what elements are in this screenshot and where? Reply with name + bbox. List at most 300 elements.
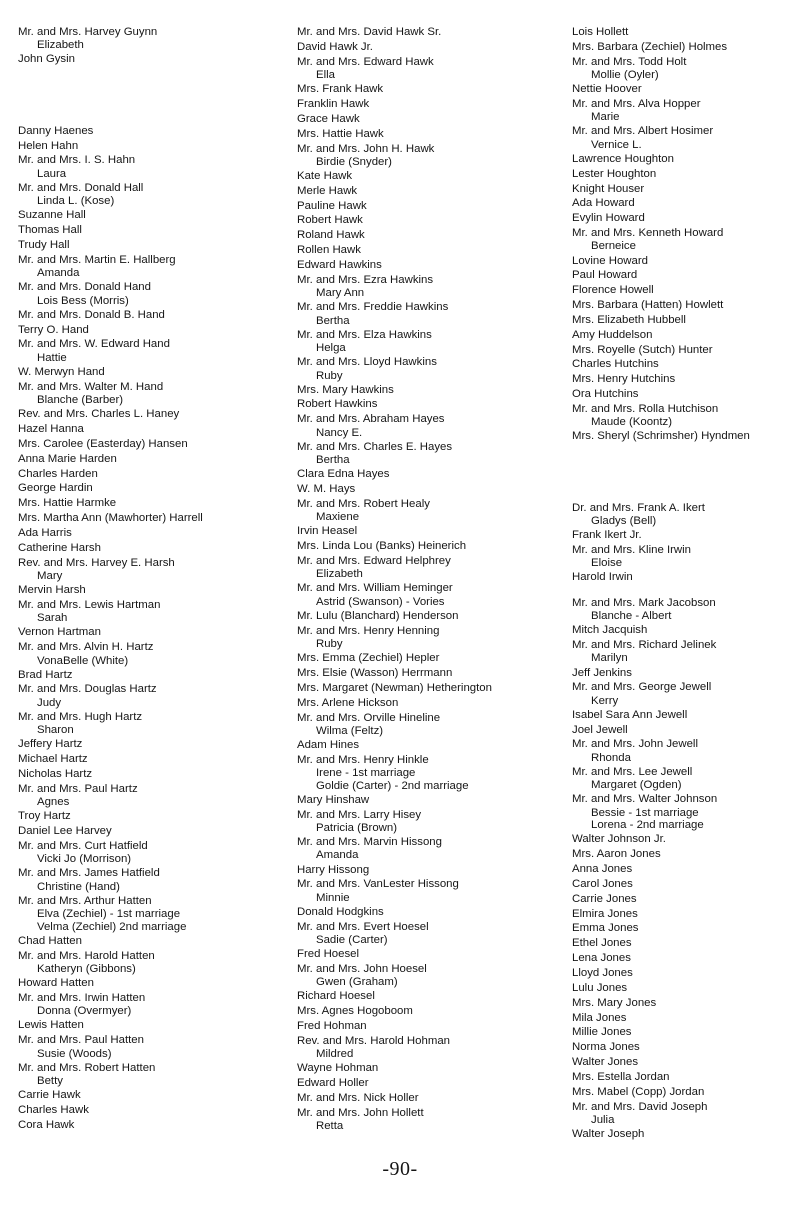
directory-entry xyxy=(18,208,280,222)
entry-family-member: Minnie xyxy=(316,891,350,904)
directory-entry xyxy=(297,467,559,481)
entry-name: Rollen Hawk xyxy=(297,244,361,257)
directory-entry xyxy=(297,808,559,835)
entry-name: Carrie Jones xyxy=(572,892,637,905)
directory-entry xyxy=(18,556,280,583)
entry-family-member: Blanche - Albert xyxy=(591,610,672,623)
entry-name: Lulu Jones xyxy=(572,981,628,994)
entry-name: Mr. and Mrs. Curt Hatfield xyxy=(18,839,148,852)
entry-name: Wayne Hohman xyxy=(297,1062,379,1075)
directory-entry xyxy=(297,863,559,877)
directory-entry xyxy=(297,947,559,961)
entry-name: Chad Hatten xyxy=(18,934,82,947)
directory-entry xyxy=(572,97,800,124)
directory-entry xyxy=(297,55,559,82)
entry-name: Mrs. Mary Hawkins xyxy=(297,383,394,396)
entry-name: Mrs. Estella Jordan xyxy=(572,1070,670,1083)
entry-name: Mr. and Mrs. Larry Hisey xyxy=(297,808,422,821)
entry-name: Mr. and Mrs. Paul Hatten xyxy=(18,1034,144,1047)
entry-name: Rev. and Mrs. Harold Hohman xyxy=(297,1034,450,1047)
directory-entry xyxy=(18,467,280,481)
directory-entry xyxy=(572,596,800,623)
entry-name: Mr. and Mrs. David Joseph xyxy=(572,1100,708,1113)
directory-entry xyxy=(297,1004,559,1018)
entry-family-member: Christine (Hand) xyxy=(37,880,120,893)
directory-entry xyxy=(18,991,280,1018)
entry-family-member: Amanda xyxy=(37,267,80,280)
entry-name: Mr. and Mrs. Charles E. Hayes xyxy=(297,440,453,453)
entry-name: Donald Hodgkins xyxy=(297,905,384,918)
entry-name: Mr. and Mrs. Donald Hand xyxy=(18,281,151,294)
directory-entry xyxy=(572,268,800,282)
directory-entry xyxy=(572,372,800,386)
directory-entry xyxy=(572,737,800,764)
entry-name: Suzanne Hall xyxy=(18,209,86,222)
entry-family-member: Julia xyxy=(591,1113,615,1126)
entry-family-member: Kerry xyxy=(591,694,619,707)
entry-name: Anna Marie Harden xyxy=(18,452,117,465)
entry-name: Mrs. Sheryl (Schrimsher) Hyndmen xyxy=(572,430,750,443)
entry-name: Edward Holler xyxy=(297,1077,369,1090)
directory-entry xyxy=(18,337,280,364)
entry-name: George Hardin xyxy=(18,482,93,495)
entry-name: Anna Jones xyxy=(572,863,633,876)
directory-entry xyxy=(297,328,559,355)
entry-name: Mr. and Mrs. Marvin Hissong xyxy=(297,836,442,849)
directory-entry xyxy=(18,1033,280,1060)
directory-entry xyxy=(572,996,800,1010)
entry-name: Lewis Hatten xyxy=(18,1019,84,1032)
directory-entry xyxy=(18,1018,280,1032)
entry-name: John Gysin xyxy=(18,53,75,66)
entry-name: Mrs. Hattie Harmke xyxy=(18,497,117,510)
directory-entry xyxy=(297,228,559,242)
entry-family-member: Gwen (Graham) xyxy=(316,976,398,989)
page-number: -90- xyxy=(382,1158,418,1180)
entry-name: W. M. Hays xyxy=(297,483,356,495)
entry-name: Howard Hatten xyxy=(18,977,94,990)
directory-entry xyxy=(297,835,559,862)
entry-name: Robert Hawkins xyxy=(297,398,378,411)
entry-family-member: Berneice xyxy=(591,240,636,253)
directory-entry xyxy=(572,1100,800,1127)
directory-entry xyxy=(297,243,559,257)
directory-entry xyxy=(572,832,800,846)
directory-entry xyxy=(572,1040,800,1054)
entry-family-member: Sharon xyxy=(37,724,74,737)
entry-name: Terry O. Hand xyxy=(18,323,89,336)
directory-entry xyxy=(18,839,280,866)
entry-name: Dr. and Mrs. Frank A. Ikert xyxy=(572,501,705,514)
entry-name: Mr. and Mrs. Donald B. Hand xyxy=(18,308,165,321)
directory-entry xyxy=(297,112,559,126)
entry-family-member: Judy xyxy=(37,696,62,709)
entry-name: Charles Hawk xyxy=(18,1104,89,1116)
entry-family-member: Nancy E. xyxy=(316,426,363,439)
directory-entry xyxy=(297,539,559,553)
entry-name: Mrs. Margaret (Newman) Hetherington xyxy=(297,681,492,694)
directory-entry xyxy=(18,1118,280,1132)
entry-name: Mrs. Mary Jones xyxy=(572,996,657,1009)
entry-name: Mr. and Mrs. Elza Hawkins xyxy=(297,328,432,341)
directory-entry xyxy=(572,343,800,357)
entry-name: Grace Hawk xyxy=(297,112,360,125)
directory-entry xyxy=(297,482,559,496)
entry-name: Mr. and Mrs. Richard Jelinek xyxy=(572,639,717,652)
entry-family-member: Astrid (Swanson) - Vories xyxy=(316,595,445,608)
entry-family-member: Ruby xyxy=(316,369,343,382)
directory-entry xyxy=(297,554,559,581)
directory-entry xyxy=(572,877,800,891)
entry-name: Mrs. Frank Hawk xyxy=(297,83,384,96)
entry-name: Rev. and Mrs. Charles L. Haney xyxy=(18,408,180,421)
entry-name: Brad Hartz xyxy=(18,668,73,681)
directory-entry xyxy=(297,440,559,467)
directory-entry xyxy=(18,894,280,934)
entry-family-member: Susie (Woods) xyxy=(37,1047,112,1060)
entry-family-member: Hattie xyxy=(37,351,67,364)
directory-entry xyxy=(18,323,280,337)
directory-entry xyxy=(297,213,559,227)
entry-name: Mr. and Mrs. Ezra Hawkins xyxy=(297,273,434,286)
directory-entry xyxy=(18,541,280,555)
entry-name: Mr. and Mrs. Hugh Hartz xyxy=(18,710,143,723)
entry-family-member: Bertha xyxy=(316,314,350,327)
directory-entry xyxy=(297,651,559,665)
directory-entry xyxy=(572,981,800,995)
entry-name: Mrs. Royelle (Sutch) Hunter xyxy=(572,343,713,356)
entry-name: Joel Jewell xyxy=(572,723,628,736)
directory-entry xyxy=(18,583,280,597)
entry-name: Vernon Hartman xyxy=(18,626,101,639)
directory-entry xyxy=(297,962,559,989)
entry-name: Mr. and Mrs. John Hoesel xyxy=(297,962,427,975)
directory-entry xyxy=(297,412,559,439)
entry-name: Mr. and Mrs. Robert Hatten xyxy=(18,1061,156,1074)
entry-name: Daniel Lee Harvey xyxy=(18,825,112,838)
entry-name: Mr. and Mrs. Kenneth Howard xyxy=(572,227,724,240)
entry-name: Nettie Hoover xyxy=(572,83,642,96)
directory-entry xyxy=(572,55,800,82)
entry-name: Knight Houser xyxy=(572,182,645,195)
entry-name: Mrs. Agnes Hogoboom xyxy=(297,1005,413,1018)
entry-name: Mr. and Mrs. Nick Holler xyxy=(297,1092,419,1105)
directory-entry xyxy=(572,543,800,570)
directory-entry xyxy=(572,936,800,950)
entry-name: Lloyd Jones xyxy=(572,966,633,979)
entry-name: Lovine Howard xyxy=(572,254,648,267)
directory-entry xyxy=(572,211,800,225)
directory-entry xyxy=(297,666,559,680)
directory-entry xyxy=(572,680,800,707)
directory-entry xyxy=(572,1055,800,1069)
directory-entry xyxy=(572,402,800,429)
directory-entry xyxy=(18,625,280,639)
entry-family-member: Wilma (Feltz) xyxy=(316,724,384,737)
entry-name: Mila Jones xyxy=(572,1011,627,1024)
entry-name: Mrs. Barbara (Hatten) Howlett xyxy=(572,299,724,312)
directory-entry xyxy=(572,1085,800,1099)
entry-name: Mr. and Mrs. Orville Hineline xyxy=(297,711,441,724)
entry-name: Carrie Hawk xyxy=(18,1089,81,1102)
entry-name: Clara Edna Hayes xyxy=(297,468,390,481)
directory-entry xyxy=(572,792,800,832)
entry-family-member: Betty xyxy=(37,1075,63,1088)
entry-family-member: Gladys (Bell) xyxy=(591,515,657,528)
directory-entry xyxy=(297,1106,559,1133)
entry-family-member: Goldie (Carter) - 2nd marriage xyxy=(316,779,469,792)
entry-name: Cora Hawk xyxy=(18,1118,75,1131)
directory-entry xyxy=(572,862,800,876)
directory-entry xyxy=(18,365,280,379)
entry-name: Mr. and Mrs. Henry Henning xyxy=(297,624,440,637)
entry-name: Frank Ikert Jr. xyxy=(572,529,642,542)
entry-name: Mr. and Mrs. Walter Johnson xyxy=(572,793,718,806)
entry-name: Mr. and Mrs. David Hawk Sr. xyxy=(297,26,442,38)
directory-entry xyxy=(297,397,559,411)
directory-entry xyxy=(572,921,800,935)
entry-name: Mr. and Mrs. Alva Hopper xyxy=(572,97,701,110)
directory-entry xyxy=(18,640,280,667)
entry-family-member: Lorena - 2nd marriage xyxy=(591,819,704,832)
directory-entry xyxy=(18,1103,280,1117)
entry-name: Mrs. Aaron Jones xyxy=(572,848,661,861)
directory-entry xyxy=(18,737,280,751)
entry-name: Mrs. Arlene Hickson xyxy=(297,696,399,709)
directory-entry xyxy=(18,124,280,138)
entry-name: Merle Hawk xyxy=(297,184,358,197)
entry-family-member: Irene - 1st marriage xyxy=(316,767,416,780)
entry-name: Mr. and Mrs. Mark Jacobson xyxy=(572,596,716,609)
entry-name: Mr. and Mrs. VanLester Hissong xyxy=(297,878,459,891)
directory-entry xyxy=(18,437,280,451)
entry-name: Walter Joseph xyxy=(572,1128,645,1140)
entry-name: Mrs. Mabel (Copp) Jordan xyxy=(572,1085,705,1098)
entry-name: Mr. and Mrs. Edward Helphrey xyxy=(297,554,451,567)
entry-family-member: Marie xyxy=(591,111,620,124)
entry-name: Mrs. Barbara (Zechiel) Holmes xyxy=(572,40,728,53)
directory-entry xyxy=(572,182,800,196)
directory-entry xyxy=(18,380,280,407)
entry-name: Evylin Howard xyxy=(572,212,645,225)
entry-family-member: Rhonda xyxy=(591,751,631,764)
directory-entry xyxy=(572,765,800,792)
entry-name: Mr. and Mrs. Freddie Hawkins xyxy=(297,301,449,314)
entry-name: W. Merwyn Hand xyxy=(18,365,105,378)
directory-entry xyxy=(18,866,280,893)
directory-entry xyxy=(297,711,559,738)
directory-entry xyxy=(297,355,559,382)
directory-entry xyxy=(297,753,559,793)
entry-name: Mrs. Hattie Hawk xyxy=(297,127,384,140)
entry-name: Mr. and Mrs. Walter M. Hand xyxy=(18,380,164,393)
directory-entry xyxy=(18,52,280,66)
directory-entry xyxy=(572,152,800,166)
entry-family-member: Amanda xyxy=(316,849,359,862)
directory-entry xyxy=(572,966,800,980)
directory-entry xyxy=(572,124,800,151)
entry-name: Mervin Harsh xyxy=(18,584,86,597)
directory-entry xyxy=(18,752,280,766)
entry-name: Mr. and Mrs. W. Edward Hand xyxy=(18,338,170,351)
directory-entry xyxy=(297,989,559,1003)
entry-name: Mr. and Mrs. William Heminger xyxy=(297,582,453,595)
entry-name: Danny Haenes xyxy=(18,124,94,137)
directory-entry xyxy=(18,668,280,682)
entry-name: Walter Johnson Jr. xyxy=(572,833,666,846)
entry-name: Ethel Jones xyxy=(572,937,632,950)
directory-entry xyxy=(297,258,559,272)
directory-entry xyxy=(297,905,559,919)
entry-name: Trudy Hall xyxy=(18,239,70,252)
entry-name: Catherine Harsh xyxy=(18,541,101,554)
entry-family-member: Maxiene xyxy=(316,511,360,524)
entry-family-member: Donna (Overmyer) xyxy=(37,1005,132,1018)
entry-name: Mrs. Emma (Zechiel) Hepler xyxy=(297,652,440,665)
entry-name: Mr. and Mrs. Douglas Hartz xyxy=(18,683,157,696)
entry-family-member: Bessie - 1st marriage xyxy=(591,806,699,819)
directory-entry xyxy=(297,97,559,111)
directory-entry xyxy=(572,723,800,737)
entry-name: Mr. and Mrs. Donald Hall xyxy=(18,181,144,194)
directory-entry xyxy=(18,139,280,153)
directory-entry xyxy=(572,666,800,680)
directory-entry xyxy=(297,383,559,397)
directory-entry xyxy=(572,196,800,210)
directory-entry xyxy=(18,1088,280,1102)
directory-entry xyxy=(18,308,280,322)
directory-entry xyxy=(18,511,280,525)
entry-name: Michael Hartz xyxy=(18,753,88,766)
entry-name: Irvin Heasel xyxy=(297,525,358,538)
directory-entry xyxy=(18,949,280,976)
directory-entry xyxy=(297,1076,559,1090)
entry-name: Harold Irwin xyxy=(572,571,633,584)
directory-entry xyxy=(18,407,280,421)
entry-name: Rev. and Mrs. Harvey E. Harsh xyxy=(18,556,175,569)
directory-entry xyxy=(18,496,280,510)
directory-column-2 xyxy=(297,25,559,1133)
entry-name: Mr. and Mrs. John Hollett xyxy=(297,1106,424,1119)
directory-entry xyxy=(297,142,559,169)
directory-entry xyxy=(18,280,280,307)
entry-name: Mr. and Mrs. Lloyd Hawkins xyxy=(297,356,437,369)
directory-entry xyxy=(572,528,800,542)
directory-entry xyxy=(572,167,800,181)
directory-entry xyxy=(297,497,559,524)
entry-family-member: Bertha xyxy=(316,454,350,467)
directory-entry xyxy=(18,767,280,781)
entry-name: Roland Hawk xyxy=(297,229,365,242)
entry-family-member: Ruby xyxy=(316,638,343,651)
entry-name: Norma Jones xyxy=(572,1041,640,1054)
entry-name: Florence Howell xyxy=(572,284,654,297)
entry-family-member: Retta xyxy=(316,1120,344,1133)
directory-entry xyxy=(18,452,280,466)
entry-name: Mr. and Mrs. Harold Hatten xyxy=(18,949,155,962)
entry-name: Lawrence Houghton xyxy=(572,152,674,165)
entry-family-member: Mary xyxy=(37,569,63,582)
directory-entry xyxy=(297,199,559,213)
entry-name: Troy Hartz xyxy=(18,810,71,823)
directory-entry xyxy=(572,570,800,584)
directory-entry xyxy=(572,25,800,39)
entry-name: Mr. and Mrs. George Jewell xyxy=(572,681,712,694)
entry-name: Mrs. Elizabeth Hubbell xyxy=(572,313,686,326)
directory-entry xyxy=(18,710,280,737)
entry-name: Lena Jones xyxy=(572,952,631,965)
entry-name: Jeff Jenkins xyxy=(572,666,632,679)
entry-name: Ora Hutchins xyxy=(572,388,639,401)
directory-entry xyxy=(572,82,800,96)
entry-name: Mr. and Mrs. Alvin H. Hartz xyxy=(18,641,154,654)
directory-entry xyxy=(297,40,559,54)
entry-name: Mrs. Linda Lou (Banks) Heinerich xyxy=(297,540,467,553)
directory-entry xyxy=(18,1061,280,1088)
entry-name: Mr. and Mrs. Harvey Guynn xyxy=(18,26,158,38)
entry-name: Charles Hutchins xyxy=(572,358,659,371)
directory-entry xyxy=(18,153,280,180)
directory-entry xyxy=(572,328,800,342)
directory-entry xyxy=(572,1070,800,1084)
entry-name: Walter Jones xyxy=(572,1056,639,1069)
directory-entry xyxy=(18,934,280,948)
entry-name: Mr. and Mrs. Paul Hartz xyxy=(18,782,138,795)
entry-name: Mitch Jacquish xyxy=(572,624,648,637)
directory-entry xyxy=(18,181,280,208)
entry-name: Lester Houghton xyxy=(572,167,657,180)
entry-name: Adam Hines xyxy=(297,738,360,751)
entry-name: Mr. Lulu (Blanchard) Henderson xyxy=(297,609,459,622)
entry-name: Lois Hollett xyxy=(572,26,629,38)
entry-name: Mr. and Mrs. Kline Irwin xyxy=(572,544,692,556)
entry-name: Edward Hawkins xyxy=(297,259,382,271)
entry-family-member: Lois Bess (Morris) xyxy=(37,294,129,307)
entry-name: Elmira Jones xyxy=(572,907,638,920)
directory-entry xyxy=(18,809,280,823)
entry-name: Emma Jones xyxy=(572,922,639,935)
directory-entry xyxy=(297,877,559,904)
directory-entry xyxy=(18,253,280,280)
entry-name: Pauline Hawk xyxy=(297,199,367,212)
directory-entry xyxy=(572,226,800,253)
directory-entry xyxy=(297,1034,559,1061)
directory-entry xyxy=(572,298,800,312)
directory-entry xyxy=(18,782,280,809)
directory-column-3 xyxy=(572,25,800,1142)
entry-name: Mr. and Mrs. John H. Hawk xyxy=(297,142,435,155)
entry-name: Mrs. Carolee (Easterday) Hansen xyxy=(18,437,188,450)
entry-name: Fred Hoesel xyxy=(297,948,360,961)
directory-entry xyxy=(572,623,800,637)
directory-entry xyxy=(297,738,559,752)
entry-family-member: Katheryn (Gibbons) xyxy=(37,963,136,976)
entry-name: Mr. and Mrs. Lewis Hartman xyxy=(18,598,161,611)
directory-entry xyxy=(297,681,559,695)
entry-family-member: VonaBelle (White) xyxy=(37,654,129,667)
entry-name: Mr. and Mrs. Lee Jewell xyxy=(572,765,693,778)
directory-entry xyxy=(572,1127,800,1141)
entry-family-member: Velma (Zechiel) 2nd marriage xyxy=(37,920,187,933)
entry-name: Mr. and Mrs. Robert Healy xyxy=(297,497,430,510)
entry-name: Mr. and Mrs. Evert Hoesel xyxy=(297,920,429,933)
directory-entry xyxy=(297,524,559,538)
entry-family-member: Mollie (Oyler) xyxy=(591,69,659,82)
entry-family-member: Patricia (Brown) xyxy=(316,822,398,834)
directory-entry xyxy=(572,1011,800,1025)
directory-entry xyxy=(18,25,280,52)
entry-family-member: Sarah xyxy=(37,612,68,625)
